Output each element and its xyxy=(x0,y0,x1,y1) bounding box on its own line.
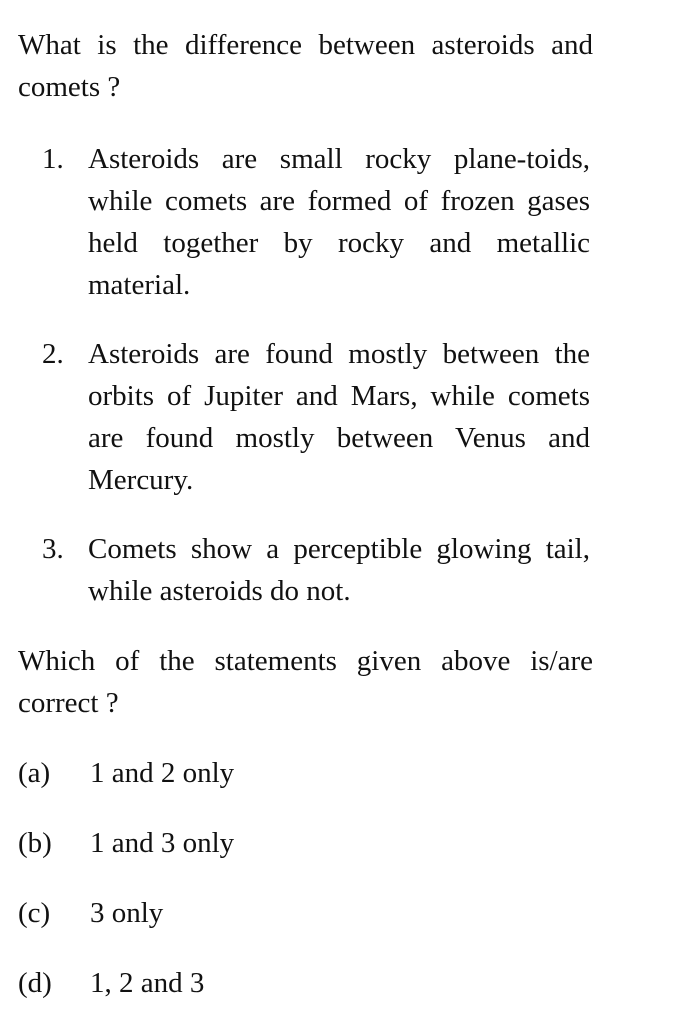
prompt-text: Which of the statements given above is/are correct ? xyxy=(18,645,593,719)
option-text: 1, 2 and 3 xyxy=(90,967,205,999)
option-text: 1 and 3 only xyxy=(90,827,235,859)
question-block xyxy=(18,24,593,108)
option-text: 1 and 2 only xyxy=(90,757,235,789)
answer-option-b[interactable] xyxy=(18,822,418,864)
statement-number: 3. xyxy=(42,533,64,565)
statement-text: Asteroids are found mostly between the orbits of Jupiter and Mars, while comets are found mostly between Venus and Mercury. xyxy=(88,338,590,496)
prompt-block xyxy=(18,640,593,724)
answer-option-c[interactable] xyxy=(18,892,418,934)
option-letter: (b) xyxy=(18,827,52,859)
statement-item xyxy=(42,138,590,306)
statement-number: 1. xyxy=(42,143,64,175)
statement-text: Asteroids are small rocky plane-toids, while comets are formed of frozen gases held together by rocky and metallic material. xyxy=(88,143,590,301)
statement-text: Comets show a perceptible glowing tail, while asteroids do not. xyxy=(88,533,590,607)
statement-item xyxy=(42,528,590,612)
answer-option-d[interactable] xyxy=(18,962,418,1004)
answer-options xyxy=(18,752,418,1004)
statement-list xyxy=(42,138,590,612)
option-letter: (a) xyxy=(18,757,51,789)
statement-item xyxy=(42,333,590,501)
question-stem: What is the difference between asteroids and comets ? xyxy=(18,29,593,103)
option-text: 3 only xyxy=(90,897,164,929)
answer-option-a[interactable] xyxy=(18,752,418,794)
option-letter: (d) xyxy=(18,967,52,999)
statement-number: 2. xyxy=(42,338,64,370)
option-letter: (c) xyxy=(18,897,51,929)
